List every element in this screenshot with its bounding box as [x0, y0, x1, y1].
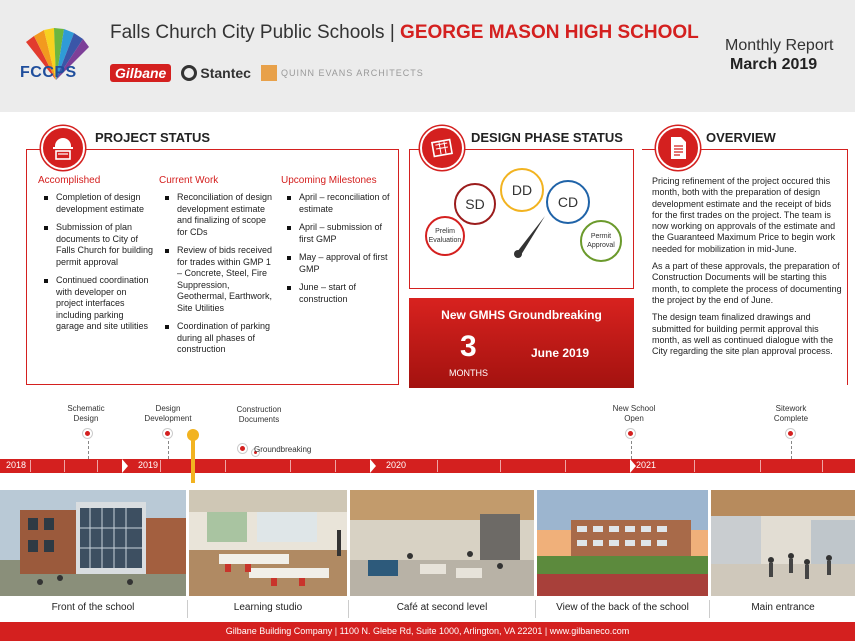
phase-dd-label: DD: [511, 182, 533, 198]
partner-logos: [110, 62, 424, 84]
phase-cd-label: CD: [557, 194, 579, 210]
overview-icon-badge: [656, 126, 700, 170]
list-item: Coordination of parking during all phases of construction: [163, 321, 275, 356]
milestone-open-leader: [631, 441, 632, 459]
groundbreaking-countdown: [409, 298, 634, 388]
phase-gauge-needle-icon: [505, 212, 550, 262]
timeline-month-tick: [565, 460, 566, 472]
footer: Gilbane Building Company | 1100 N. Glebe Rd, Suite 1000, Arlington, VA 22201 | www.gilbaneco.com: [0, 622, 855, 641]
photo-main-entrance: [711, 490, 855, 596]
milestone-open-dot: [626, 429, 635, 438]
milestone-ground-label: Groundbreaking: [254, 445, 312, 454]
quinn-evans-logo: [261, 65, 424, 81]
upcoming-milestones-list: [285, 192, 395, 312]
timeline-year-label: 2021: [636, 460, 657, 470]
timeline-month-tick: [760, 460, 761, 472]
overview-paragraph: As a part of these approvals, the preparation of Construction Documents will be starting this month, to complete the process of documenting the project by the end of June.: [652, 261, 842, 305]
timeline-month-tick: [225, 460, 226, 472]
timeline-month-tick: [290, 460, 291, 472]
phase-cd: [546, 180, 590, 224]
report-label: Monthly Report: [725, 37, 834, 54]
list-item: April – submission of first GMP: [285, 222, 395, 245]
phase-dd: [500, 168, 544, 212]
project-status-title: PROJECT STATUS: [95, 130, 211, 145]
overview-paragraph: Pricing refinement of the project occured this month, both with the preparation of design development estimate and the receipt of bids for the first trades on the project. The team is now working on approvals of the estimate and the Guaranteed Maximum Price to begin work needed for mobilization in mid-June.: [652, 176, 836, 254]
timeline-month-tick: [160, 460, 161, 472]
quinn-text: QUINN EVANS ARCHITECTS: [280, 68, 424, 78]
list-item: Review of bids received for trades within GMP 1 – Concrete, Steel, Fire Suppression, Geothermal, Earthwork, Site Utilities: [163, 245, 275, 314]
caption-cafe: Café at second level: [396, 602, 488, 613]
phase-sd: [454, 183, 496, 225]
milestone-dd-dot: [163, 429, 172, 438]
list-item: Submission of plan documents to City of Falls Church for building permit approval: [42, 222, 154, 268]
caption-divider: [535, 600, 536, 618]
list-item: May – approval of first GMP: [285, 252, 395, 275]
stantec-text: Stantec: [200, 65, 251, 81]
groundbreaking-title: New GMHS Groundbreaking: [441, 308, 602, 322]
caption-front-of-school: Front of the school: [51, 602, 135, 613]
stantec-logo: [181, 65, 251, 81]
list-item: Continued coordination with developer on project interfaces including parking garage and site utilities: [42, 275, 154, 333]
stantec-mark-icon: [181, 65, 197, 81]
list-item: Reconciliation of design development estimate and finalizing of scope for CDs: [163, 192, 275, 238]
list-item: June – start of construction: [285, 282, 395, 305]
blueprint-icon: [429, 135, 455, 161]
logo-text: FCCPS: [20, 64, 77, 81]
groundbreaking-months-number: 3: [460, 330, 477, 363]
timeline-year-label: 2020: [386, 460, 407, 470]
photo-learning-studio: [189, 490, 347, 596]
design-phase-icon-badge: [420, 126, 464, 170]
caption-divider: [348, 600, 349, 618]
org-name: Falls Church City Public Schools |: [110, 22, 401, 43]
phase-permit-label: Permit Approval: [587, 233, 615, 249]
list-item: Completion of design development estimate: [42, 192, 154, 215]
timeline-month-tick: [30, 460, 31, 472]
phase-sd-label: SD: [465, 196, 485, 212]
project-status-icon-badge: [41, 126, 85, 170]
quinn-mark-icon: [261, 65, 277, 81]
timeline-year-label: 2019: [138, 460, 159, 470]
document-icon: [666, 135, 690, 161]
timeline-month-tick: [822, 460, 823, 472]
gilbane-logo: Gilbane: [110, 64, 171, 82]
timeline-month-tick: [437, 460, 438, 472]
timeline-month-tick: [335, 460, 336, 472]
phase-permit-approval: [580, 220, 622, 262]
milestone-schematic-label: Schematic Design: [67, 404, 105, 423]
milestone-schematic-leader: [88, 441, 89, 459]
timeline-month-tick: [500, 460, 501, 472]
milestone-dd-leader: [168, 441, 169, 459]
current-work-list: [163, 192, 275, 363]
milestone-open-label: New School Open: [612, 404, 656, 423]
current-date-marker-dot: [187, 429, 199, 441]
current-work-heading: Current Work: [159, 175, 219, 186]
groundbreaking-months-label: MONTHS: [449, 368, 488, 378]
timeline-year-arrow-icon: [370, 459, 376, 473]
timeline-year-label: 2018: [6, 460, 27, 470]
report-date: March 2019: [730, 56, 818, 73]
page-title: [110, 22, 699, 44]
photo-back-of-school: [537, 490, 708, 596]
accomplished-list: [42, 192, 154, 340]
header: [0, 0, 855, 112]
phase-prelim-label: Prelim Evaluation: [428, 228, 462, 244]
milestone-sitework-leader: [791, 441, 792, 459]
caption-learning-studio: Learning studio: [233, 602, 303, 613]
overview-text: [652, 176, 844, 363]
timeline-month-tick: [694, 460, 695, 472]
timeline-month-tick: [64, 460, 65, 472]
milestone-sitework-label: Sitework Complete: [773, 404, 809, 423]
caption-back-of-school: View of the back of the school: [556, 602, 689, 613]
list-item: April – reconciliation of estimate: [285, 192, 395, 215]
caption-divider: [187, 600, 188, 618]
design-phase-title: DESIGN PHASE STATUS: [471, 130, 623, 145]
overview-paragraph: The design team finalized drawings and submitted for building permit approval this month, as well as continued dialogue with the City regarding the site plan approval process.: [652, 312, 834, 357]
milestone-dd-label: Design Development: [144, 404, 192, 423]
milestone-schematic-dot: [83, 429, 92, 438]
timeline-year-arrow-icon: [122, 459, 128, 473]
overview-title: OVERVIEW: [706, 130, 776, 145]
caption-divider: [709, 600, 710, 618]
accomplished-heading: Accomplished: [38, 175, 101, 186]
timeline-bar: [0, 459, 855, 473]
groundbreaking-date: June 2019: [531, 346, 590, 360]
caption-main-entrance: Main entrance: [751, 602, 815, 613]
timeline-month-tick: [97, 460, 98, 472]
hardhat-icon: [50, 135, 76, 161]
milestone-cd-dot: [238, 444, 247, 453]
milestone-cd-label: Construction Documents: [236, 405, 282, 424]
upcoming-milestones-heading: Upcoming Milestones: [281, 175, 377, 186]
milestone-sitework-dot: [786, 429, 795, 438]
school-name: GEORGE MASON HIGH SCHOOL: [400, 22, 699, 43]
photo-cafe-second-level: [350, 490, 534, 596]
phase-prelim-evaluation: [425, 216, 465, 256]
photo-front-of-school: [0, 490, 186, 596]
